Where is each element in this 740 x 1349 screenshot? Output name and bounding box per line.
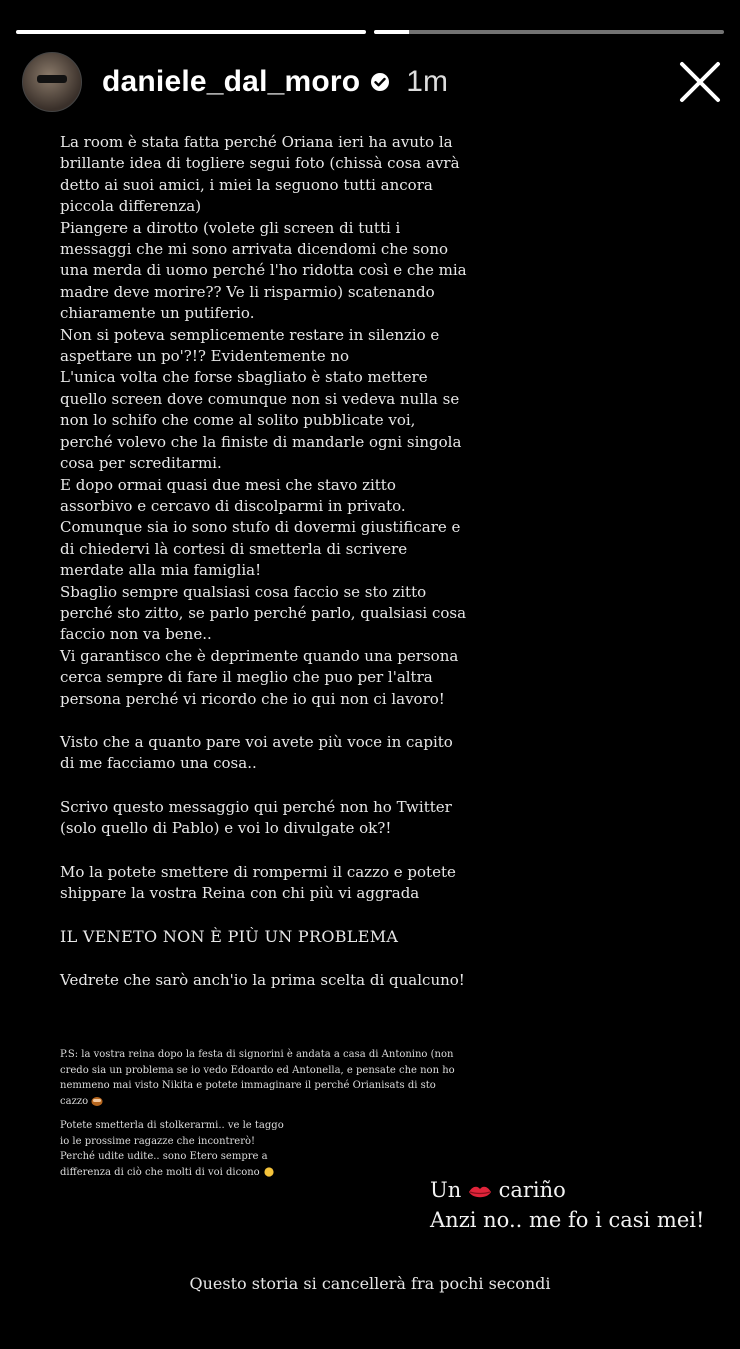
paragraph: Piangere a dirotto (volete gli screen di tutti i messaggi che mi sono arrivata dicendomi che sono una merda di uomo perché l'ho ridotta così e che mia madre deve morire?? Ve li risparmio) scatenando chiaramente un putiferio. <box>60 218 467 323</box>
story-progress-bar <box>16 30 724 34</box>
progress-segment-1 <box>16 30 366 34</box>
paragraph: Non si poteva semplicemente restare in silenzio e aspettare un po'?!? Evidentemente no <box>60 325 440 366</box>
story-footer-text: Questo storia si cancellerà fra pochi secondi <box>189 1274 551 1293</box>
close-icon[interactable] <box>676 58 724 106</box>
caption-line-1: Un cariño <box>430 1178 566 1202</box>
paragraph: Vi garantisco che è deprimente quando una persona cerca sempre di fare il meglio che puo per l'altra persona perché vi ricordo che io qui non ci lavoro! <box>60 646 459 708</box>
progress-segment-2 <box>374 30 724 34</box>
paragraph: Vedrete che sarò anch'io la prima scelta di qualcuno! <box>60 970 465 989</box>
postscript-text: P.S: la vostra reina dopo la festa di signorini è andata a casa di Antonino (non credo sia un problema se io vedo Edoardo ed Antonella, e pensate che non ho nemmeno mai visto Nikita e potete immaginare il perché Orianisats di sto cazzo <box>60 1049 455 1107</box>
story-screenshot-text <box>60 132 470 991</box>
postscript-text: Potete smetterla di stolkerarmi.. ve le taggo io le prossime ragazze che incontrerò! Perché udite udite.. sono Etero sempre a differenza di ciò che molti di voi dicono <box>60 1120 284 1178</box>
verified-badge-icon <box>370 72 390 92</box>
post-time: 1m <box>406 65 448 98</box>
postscript-2 <box>60 1118 290 1180</box>
paragraph: Scrivo questo messaggio qui perché non ho Twitter (solo quello di Pablo) e voi lo divulgate ok?! <box>60 797 452 838</box>
lips-emoji-icon <box>468 1184 492 1200</box>
paragraph: L'unica volta che forse sbagliato è stato mettere quello screen dove comunque non si vedeva nulla se non lo schifo che come al solito pubblicate voi, perché volevo che la finiste di mandarle ogni singola cosa per screditarmi. <box>60 368 462 473</box>
postscript-1 <box>60 1047 460 1109</box>
paragraph: Mo la potete smettere di rompermi il cazzo e potete shippare la vostra Reina con chi più vi aggrada <box>60 862 456 902</box>
paragraph-shout: IL VENETO NON È PIÙ UN PROBLEMA <box>60 927 399 947</box>
paragraph: Sbaglio sempre qualsiasi cosa faccio se sto zitto perché sto zitto, se parlo perché parlo, qualsiasi cosa faccio non va bene.. <box>60 582 467 644</box>
paragraph: La room è stata fatta perché Oriana ieri ha avuto la brillante idea di togliere segui foto (chissà cosa avrà detto ai suoi amici, i miei la seguono tutti ancora piccola differenza) <box>60 133 460 216</box>
smile-emoji-icon <box>263 1167 275 1177</box>
story-header <box>22 52 724 112</box>
paragraph: Visto che a quanto pare voi avete più voce in capito di me facciamo una cosa.. <box>60 732 453 773</box>
username[interactable]: daniele_dal_moro <box>102 65 361 98</box>
paragraph: E dopo ormai quasi due mesi che stavo zitto assorbivo e cercavo di discolparmi in privato. <box>60 475 406 515</box>
caption-line-2: Anzi no.. me fo i casi mei! <box>430 1208 705 1232</box>
avatar[interactable] <box>22 52 82 112</box>
see-no-evil-emoji-icon <box>91 1096 103 1106</box>
paragraph: Comunque sia io sono stufo di dovermi giustificare e di chiedervi là cortesi di smetterla di scrivere merdate alla mia famiglia! <box>60 518 461 580</box>
story-caption <box>430 1175 704 1235</box>
